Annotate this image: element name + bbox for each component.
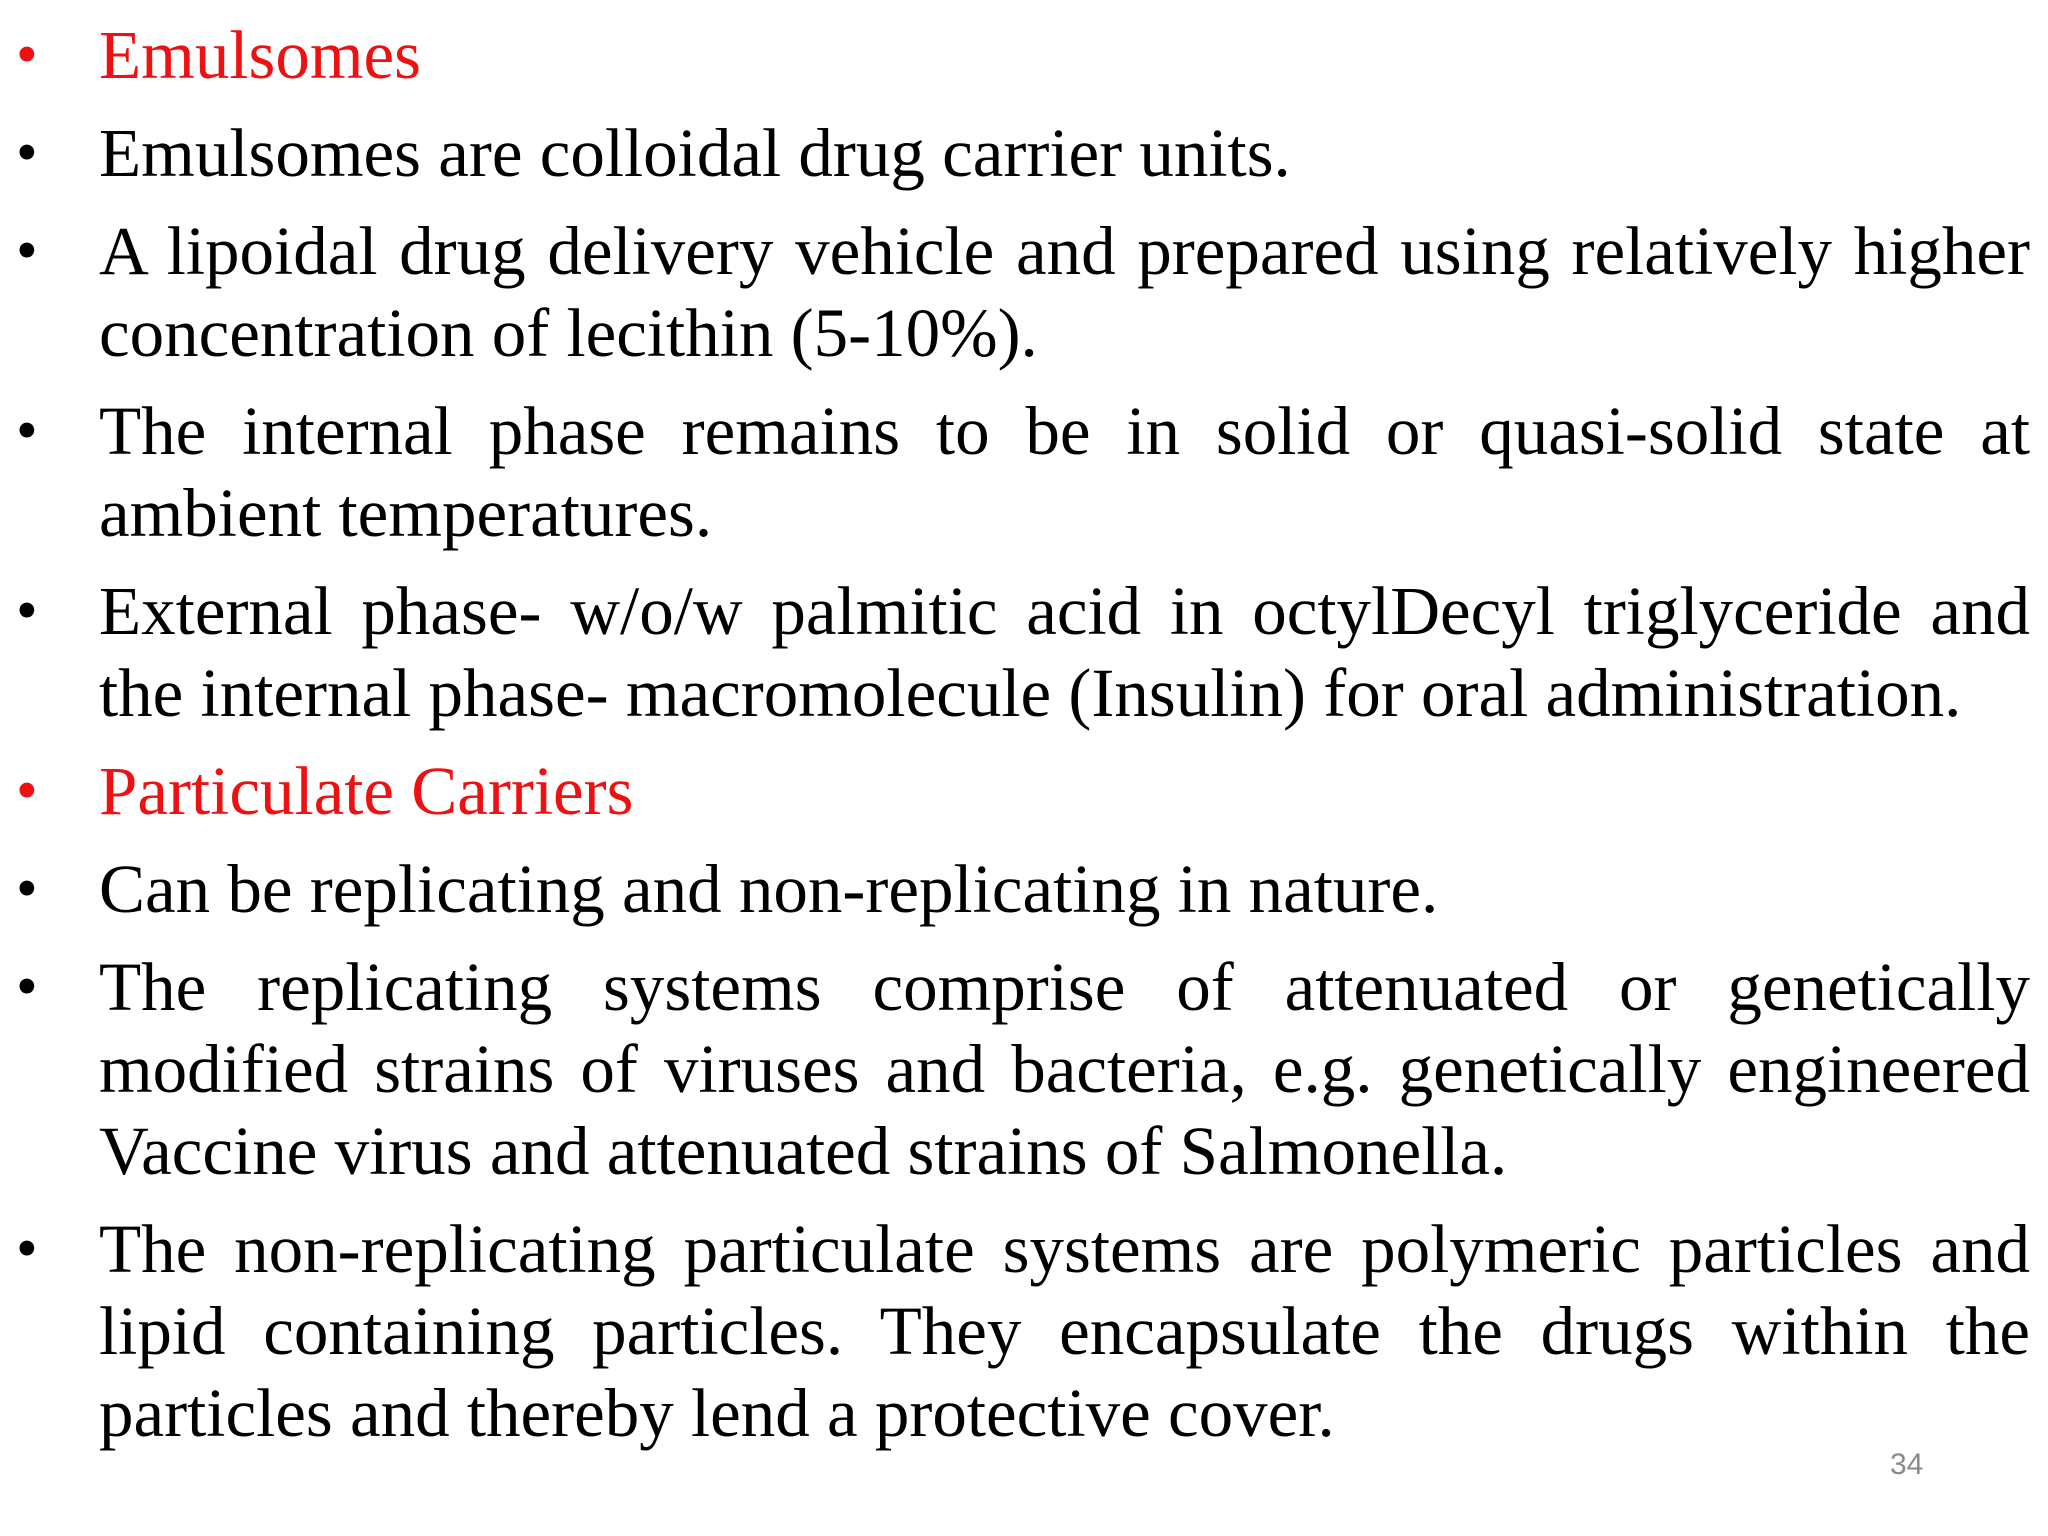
bullet-item — [0, 848, 2030, 930]
bullet-text: External phase- w/o/w palmitic acid in octylDecyl triglyceride and the internal phase- macromolecule (Insulin) for oral administration. — [99, 573, 2030, 731]
bullet-item — [0, 946, 2030, 1192]
bullet-item — [0, 112, 2030, 194]
slide-number: 34 — [1890, 1448, 1924, 1481]
bullet-item — [0, 1208, 2030, 1454]
bullet-icon: • — [16, 397, 38, 465]
bullet-text: The internal phase remains to be in solid or quasi-solid state at ambient temperatures. — [99, 393, 2030, 551]
bullet-item-emulsomes-heading — [0, 14, 2030, 96]
bullet-text: Particulate Carriers — [99, 753, 634, 829]
bullet-icon: • — [16, 1215, 38, 1283]
bullet-item — [0, 570, 2030, 734]
bullet-icon: • — [16, 757, 38, 825]
bullet-text: Emulsomes are colloidal drug carrier units. — [99, 115, 1291, 191]
bullet-list — [0, 14, 2030, 1470]
bullet-text: The non-replicating particulate systems are polymeric particles and lipid containing particles. They encapsulate the drugs within the particles and thereby lend a protective cover. — [99, 1211, 2030, 1451]
bullet-text: A lipoidal drug delivery vehicle and prepared using relatively higher concentration of lecithin (5-10%). — [99, 213, 2030, 371]
bullet-icon: • — [16, 21, 38, 89]
bullet-text: Emulsomes — [99, 17, 421, 93]
bullet-item — [0, 390, 2030, 554]
bullet-icon: • — [16, 217, 38, 285]
bullet-item — [0, 210, 2030, 374]
bullet-text: Can be replicating and non-replicating in nature. — [99, 851, 1439, 927]
bullet-icon: • — [16, 119, 38, 187]
bullet-icon: • — [16, 953, 38, 1021]
bullet-icon: • — [16, 577, 38, 645]
bullet-icon: • — [16, 855, 38, 923]
bullet-item-particulate-heading — [0, 750, 2030, 832]
bullet-text: The replicating systems comprise of attenuated or genetically modified strains of viruses and bacteria, e.g. genetically engineered Vaccine virus and attenuated strains of Salmonella. — [99, 949, 2030, 1189]
